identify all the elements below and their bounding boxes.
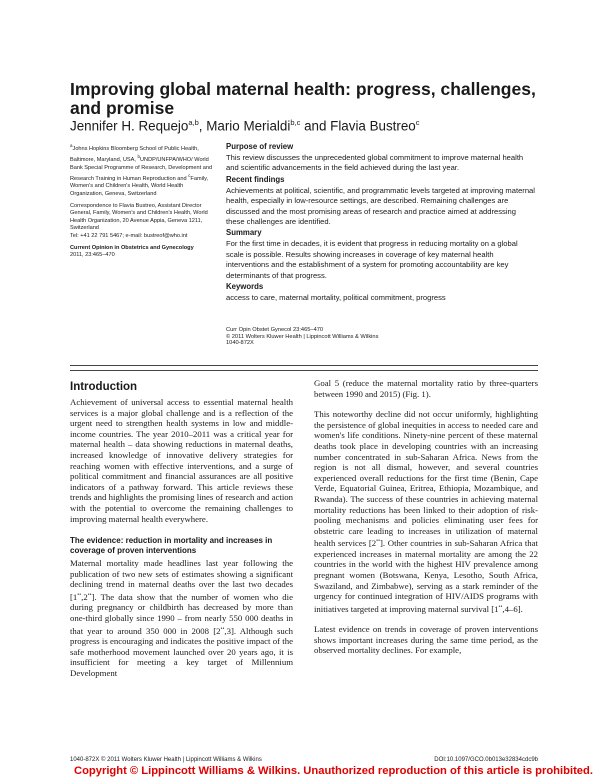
paragraph: Latest evidence on trends in coverage of proven interventions shows important increases during the same time period, as the observed mortality declines. For example, bbox=[314, 624, 538, 656]
abstract-heading: Purpose of review bbox=[226, 142, 294, 151]
abstract-text: For the first time in decades, it is evident that progress in reducing mortality on a global scale is possible. Results showing increases in coverage of key maternal health interventions and the establishment of a system for promoting accountability are key determinants of that progress. bbox=[226, 239, 518, 280]
abstract bbox=[226, 142, 536, 304]
journal-reference: Current Opinion in Obstetrics and Gynecology 2011, 23:465–470 bbox=[70, 245, 194, 259]
paragraph: Achievement of universal access to essential maternal health services is a major global challenge and is a reflection of the urgent need to strengthen health systems in low and middle-income countries. The year 2010–2011 was a critical year for maternal health – data showing reductions in maternal deaths, increased knowledge of innovative delivery strategies for reaching women with effective interventions, and a surge of political commitment and financial assurances are all positive indicators of a pathway forward. This article reviews these trends and highlights the promising lines of research and action with the potential to overcome the remaining challenges to improving maternal health everywhere. bbox=[70, 397, 293, 524]
correspondence-text: Correspondence to Flavia Bustreo, Assistant Director General, Family, Women's and Children's Health, World Health Organization, 20 Avenue Appia, Geneva 1211, Switzerland Tel: +41 22 791 5467; e-mail: bustreof@who.int bbox=[70, 203, 208, 239]
paragraph: This noteworthy decline did not occur uniformly, highlighting the persistence of global inequities in access to needed care and women's life conditions. Ninety-nine percent of these maternal deaths took place in developing countries with an increasing number concentrated in sub-Saharan Africa. News from the region is not all dismal, however, and several countries experienced overall reductions for the first time (Benin, Cape Verde, Equatorial Guinea, Eritrea, Ethiopia, Mozambique, and Rwanda). The success of these countries in achieving maternal mortality reductions has been linked to their adoption of risk-pooling mechanisms and policies eliminating user fees for obstetric care leading to increases in utilization of maternal health services [2••]. Other countries in sub-Saharan Africa that experienced increases in maternal mortality are among the 22 countries in the world with the highest HIV prevalence among pregnant women (Botswana, Kenya, Lesotho, South Africa, Swaziland, and Zimbabwe), serving as a stark reminder of the urgency for continued integration of HIV/AIDS programs with initiatives targeted at improving maternal survival [1••,4–6]. bbox=[314, 409, 538, 614]
author-name: Jennifer H. Requejo bbox=[70, 118, 189, 134]
article-title: Improving global maternal health: progress, challenges, and promise bbox=[70, 79, 536, 118]
paragraph: Goal 5 (reduce the maternal mortality ratio by three-quarters between 1990 and 2015) (Fig. 1). bbox=[314, 378, 538, 399]
section-heading: Introduction bbox=[70, 381, 138, 393]
author-affiliation-marker: b,c bbox=[290, 118, 301, 127]
abstract-heading: Summary bbox=[226, 228, 262, 238]
left-column bbox=[70, 381, 293, 678]
abstract-heading: Recent findings bbox=[226, 174, 285, 184]
section-divider bbox=[70, 365, 538, 366]
abstract-text: This review discusses the unprecedented global commitment to improve maternal health and scientific advancements in the field achieved during the last year. bbox=[226, 153, 524, 173]
citation-block: Curr Opin Obstet Gynecol 23:465–470 © 2011 Wolters Kluwer Health | Lippincott Williams & Wilkins 1040-872X bbox=[226, 327, 379, 347]
keywords-heading: Keywords bbox=[226, 282, 264, 292]
section-divider bbox=[70, 370, 538, 371]
footer-doi: DOI:10.1097/GCO.0b013e32834cdc9b bbox=[434, 757, 538, 763]
paragraph: Maternal mortality made headlines last year following the publication of two new sets of estimates showing a significant declining trend in maternal deaths over the last two decades [1••,2••]. The data show that the number of women who die during pregnancy or childbirth has decreased by more than one-third globally since 1990 – from nearly 550 000 deaths in that year to around 350 000 in 2008 [2••,3]. Although such progress is encouraging and indicates the positive impact of the safe motherhood movement launched over 20 years ago, it is insufficient for meeting a key target of Millennium Development bbox=[70, 558, 293, 678]
footer-journal-info: 1040-872X © 2011 Wolters Kluwer Health | Lippincott Williams & Wilkins bbox=[70, 757, 262, 763]
author-list: Jennifer H. Requejo$^{a,b}$, Mario Merialdi$^{b,c}$ and Flavia Bustreo$^c$ bbox=[70, 118, 420, 134]
keywords-text: access to care, maternal mortality, political commitment, progress bbox=[226, 293, 446, 303]
subsection-heading: The evidence: reduction in mortality and increases in coverage of proven interventions bbox=[70, 536, 273, 556]
author-name: Mario Merialdi bbox=[206, 118, 291, 134]
author-affiliation-marker: c bbox=[415, 118, 420, 127]
author-name: Flavia Bustreo bbox=[330, 118, 416, 134]
affiliation-text: $^a$Johns Hopkins Bloomberg School of Public Health, Baltimore, Maryland, USA, $^b$UNDP/UNFPA/WHO/ World Bank Special Programme of Research, Development and Research Training in Human Reproduction and $^c$Family, Women's and Children's Health, World Health Organization, Geneva, Switzerland bbox=[70, 143, 213, 197]
copyright-notice: Copyright © Lippincott Williams & Wilkins. Unauthorized reproduction of this article is prohibited. bbox=[74, 765, 593, 777]
right-column bbox=[314, 378, 538, 656]
abstract-text: Achievements at political, scientific, and programmatic levels targeted at improving maternal health, especially in low-resource settings, are described. Remaining challenges are discussed and the most promising areas of research and practice aimed at addressing these challenges are identified. bbox=[226, 185, 535, 227]
author-affiliation-marker: a,b bbox=[188, 118, 199, 127]
affiliations-block bbox=[70, 142, 218, 265]
